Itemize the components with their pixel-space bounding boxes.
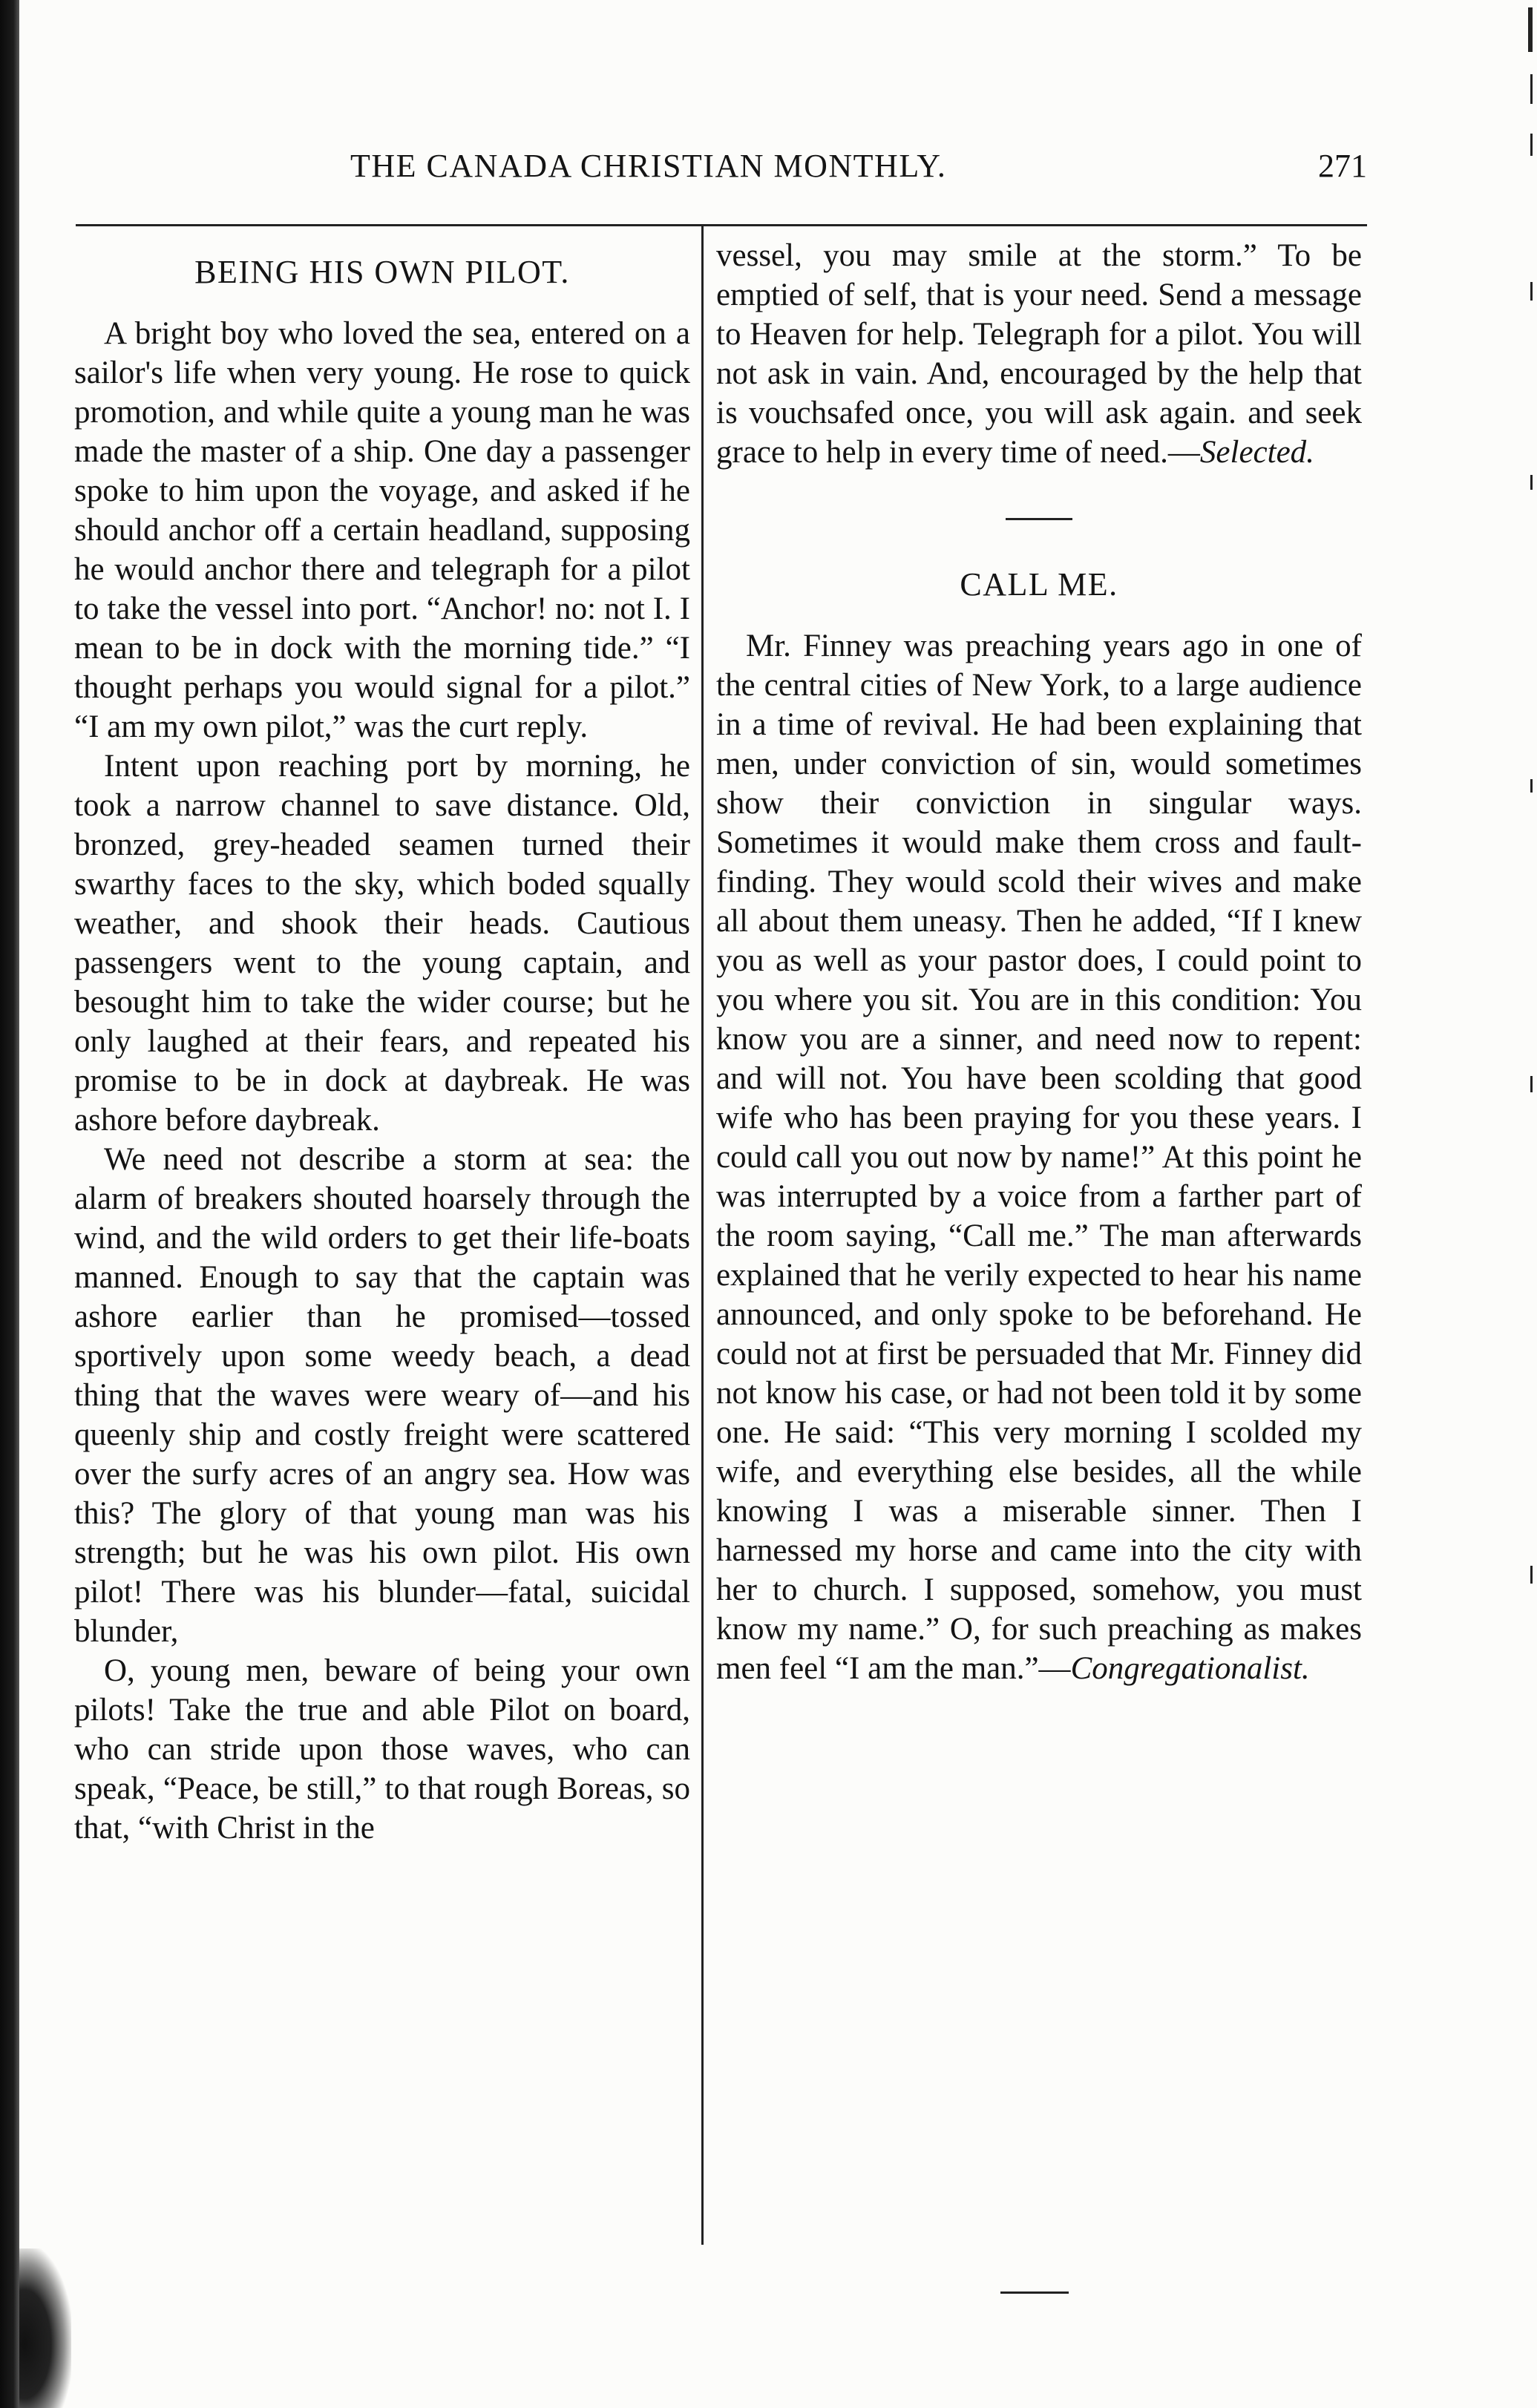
column-divider: [701, 226, 704, 2245]
article-title-being-his-own-pilot: BEING HIS OWN PILOT.: [194, 254, 570, 290]
right-column: [716, 236, 1362, 1688]
scan-edge-right: [1515, 0, 1537, 2408]
article2-credit: Congregationalist.: [1070, 1651, 1310, 1686]
article1-continuation-text: vessel, you may smile at the storm.” To be emptied of self, that is your need. Send a message to Heaven for help. Telegraph for a pilot. You will not ask in vain. And, encouraged by the help that is vouchsafed once, you will ask again. and seek grace to help in every time of need.—: [716, 238, 1362, 470]
article1-continuation: [716, 236, 1362, 472]
article1-paragraph-4: O, young men, beware of being your own pilots! Take the true and able Pilot on board, who can stride upon those waves, who can speak, “Peace, be still,” to that rough Boreas, so that, “with Christ in the: [74, 1653, 690, 1846]
article1-paragraph-3: We need not describe a storm at sea: the alarm of breakers shouted hoarsely through the wind, and the wild orders to get their life-boats manned. Enough to say that the captain was ashore earlier than he promised—tossed sportively upon some weedy beach, a dead thing that the waves were weary of—and his queenly ship and costly freight were scattered over the surfy acres of an angry sea. How was this? The glory of that young man was his strength; but he was his own pilot. His own pilot! There was his blunder—fatal, suicidal blunder,: [74, 1142, 690, 1649]
article1-paragraph-1: A bright boy who loved the sea, entered on a sailor's life when very young. He rose to quick promotion, and while quite a young man he was made the master of a ship. One day a passenger spoke to him upon the voyage, and asked if he should anchor off a certain headland, supposing he would anchor there and telegraph for a pilot to take the vessel into port. “Anchor! no: not I. I mean to be in dock with the morning tide.” “I thought perhaps you would signal for a pilot.” “I am my own pilot,” was the curt reply.: [74, 316, 690, 744]
page-number: 271: [1318, 148, 1367, 184]
page-header: [76, 147, 1367, 199]
header-rule: [76, 224, 1367, 226]
end-rule: [1000, 2291, 1069, 2294]
scan-blot: [19, 2248, 71, 2408]
running-title: THE CANADA CHRISTIAN MONTHLY.: [350, 148, 947, 184]
scan-edge-left: [0, 0, 19, 2408]
left-column: [74, 236, 690, 1848]
article1-paragraph-2: Intent upon reaching port by morning, he took a narrow channel to save distance. Old, bronzed, grey-headed seamen turned their swarthy faces to the sky, which boded squally weather, and shook their heads. Cautious passengers went to the young captain, and besought him to take the wider course; but he only laughed at their fears, and repeated his promise to be in dock at daybreak. He was ashore before daybreak.: [74, 749, 690, 1138]
article1-credit: Selected.: [1199, 435, 1314, 470]
article2-paragraph: [716, 626, 1362, 1688]
article-title-call-me: CALL ME.: [960, 566, 1118, 603]
section-rule: [1006, 518, 1072, 520]
article2-paragraph-text: Mr. Finney was preaching years ago in one of the central cities of New York, to a large audience in a time of revival. He had been explaining that men, under conviction of sin, would sometimes show their conviction in singular ways. Sometimes it would make them cross and fault-finding. They would scold their wives and make all about them uneasy. Then he added, “If I knew you as well as your pastor does, I could point to you where you sit. You are in this condition: You know you are a sinner, and need now to repent: and will not. You have been scolding that good wife who has been praying for you these years. I could call you out now by name!” At this point he was interrupted by a voice from a farther part of the room saying, “Call me.” The man afterwards explained that he verily expected to hear his name announced, and only spoke to be beforehand. He could not at first be persuaded that Mr. Finney did not know his case, or had not been told it by some one. He said: “This very morning I scolded my wife, and everything else besides, all the while knowing I was a miserable sinner. Then I harnessed my horse and came into the city with her to church. I supposed, somehow, you must know my name.” O, for such preaching as makes men feel “I am the man.”—: [716, 629, 1362, 1686]
